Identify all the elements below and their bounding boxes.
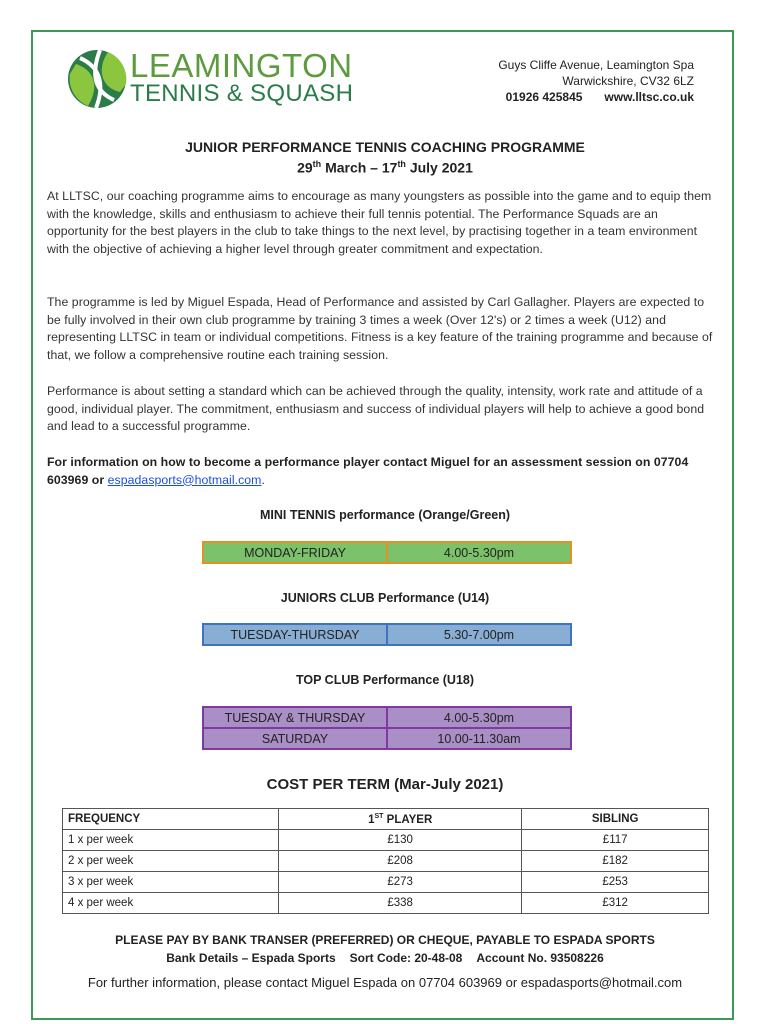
col-frequency: FREQUENCY [63,809,279,830]
frequency-cell: 1 x per week [63,830,279,851]
top-club-schedule [202,706,572,750]
frequency-cell: 4 x per week [63,893,279,914]
contact-line [498,89,694,105]
table-row [203,707,571,728]
sibling-price: £312 [522,893,709,914]
sibling-price: £182 [522,851,709,872]
phone-number: 01926 425845 [505,90,583,104]
schedule-day: MONDAY-FRIDAY [203,542,387,563]
bank-details: Bank Details – Espada Sports Sort Code: 20-48-08 Account No. 93508226 [166,951,604,965]
page-title: JUNIOR PERFORMANCE TENNIS COACHING PROGRAMME [185,139,585,155]
col-sibling: SIBLING [522,809,709,830]
programme-dates: 29th March – 17th July 2021 [297,159,473,176]
club-logo [66,48,366,108]
performance-paragraph: Performance is about setting a standard which can be achieved through the quality, intensity, work rate and attitude of a good, individual player. The commitment, enthusiasm and success of individual players will help to achieve a good bond and lead to a successful programme. [47,384,705,434]
payment-info [0,931,770,967]
logo-title: LEAMINGTON [130,47,353,84]
schedule-time: 10.00-11.30am [387,728,571,749]
first-player-price: £273 [279,872,522,893]
cost-table [62,808,709,914]
first-player-price: £208 [279,851,522,872]
schedule-day: TUESDAY & THURSDAY [203,707,387,728]
logo-subtitle: TENNIS & SQUASH [130,80,354,107]
schedule-time: 5.30-7.00pm [387,624,571,645]
table-row [203,542,571,563]
col-first-player: 1ST PLAYER [279,809,522,830]
payment-instructions: PLEASE PAY BY BANK TRANSER (PREFERRED) OR CHEQUE, PAYABLE TO ESPADA SPORTS [115,933,655,947]
juniors-heading: JUNIORS CLUB Performance (U14) [280,591,490,605]
mini-tennis-heading: MINI TENNIS performance (Orange/Green) [259,508,511,522]
juniors-schedule [202,623,572,646]
sibling-price: £253 [522,872,709,893]
schedule-time: 4.00-5.30pm [387,707,571,728]
table-row [63,893,709,914]
programme-paragraph: The programme is led by Miguel Espada, Head of Performance and assisted by Carl Gallagher. Players are expected to be fully involved in their own club programme by training 3 times a week (Over 12's) or 2 times a week (U12) and representing LLTSC in team or individual competitions. Fitness is a key feature of the training programme and because of that, we follow a comprehensive routine each training session. [47,295,713,363]
club-address [498,57,694,105]
table-row [203,624,571,645]
address-line-2: Warwickshire, CV32 6LZ [562,74,694,88]
mini-tennis-schedule [202,541,572,564]
schedule-time: 4.00-5.30pm [387,542,571,563]
table-header-row [63,809,709,830]
frequency-cell: 3 x per week [63,872,279,893]
cost-heading: COST PER TERM (Mar-July 2021) [266,776,504,793]
schedule-day: SATURDAY [203,728,387,749]
schedule-day: TUESDAY-THURSDAY [203,624,387,645]
table-row [63,851,709,872]
table-row [63,872,709,893]
top-club-heading: TOP CLUB Performance (U18) [295,673,475,687]
frequency-cell: 2 x per week [63,851,279,872]
sibling-price: £117 [522,830,709,851]
first-player-price: £338 [279,893,522,914]
intro-paragraph: At LLTSC, our coaching programme aims to encourage as many youngsters as possible into the game and to equip them with the knowledge, skills and enthusiasm to achieve their full tennis potential. The Performance Squads are an opportunity for the best players in the club to take things to the next level, by practising together in a team environment with the objective of achieving a higher level through greater commitment and expectation. [47,189,712,257]
footer-contact: For further information, please contact Miguel Espada on 07704 603969 or espadasports@hotmail.com [87,975,683,990]
first-player-price: £130 [279,830,522,851]
contact-paragraph: For information on how to become a performance player contact Miguel for an assessment session on 07704 603969 or espadasports@hotmail.com. [47,455,689,487]
website-link[interactable]: www.lltsc.co.uk [604,90,694,104]
table-row [63,830,709,851]
table-row [203,728,571,749]
email-link[interactable]: espadasports@hotmail.com [107,472,262,487]
address-line-1: Guys Cliffe Avenue, Leamington Spa [498,58,694,72]
tennis-ball-logo-icon [66,48,128,110]
